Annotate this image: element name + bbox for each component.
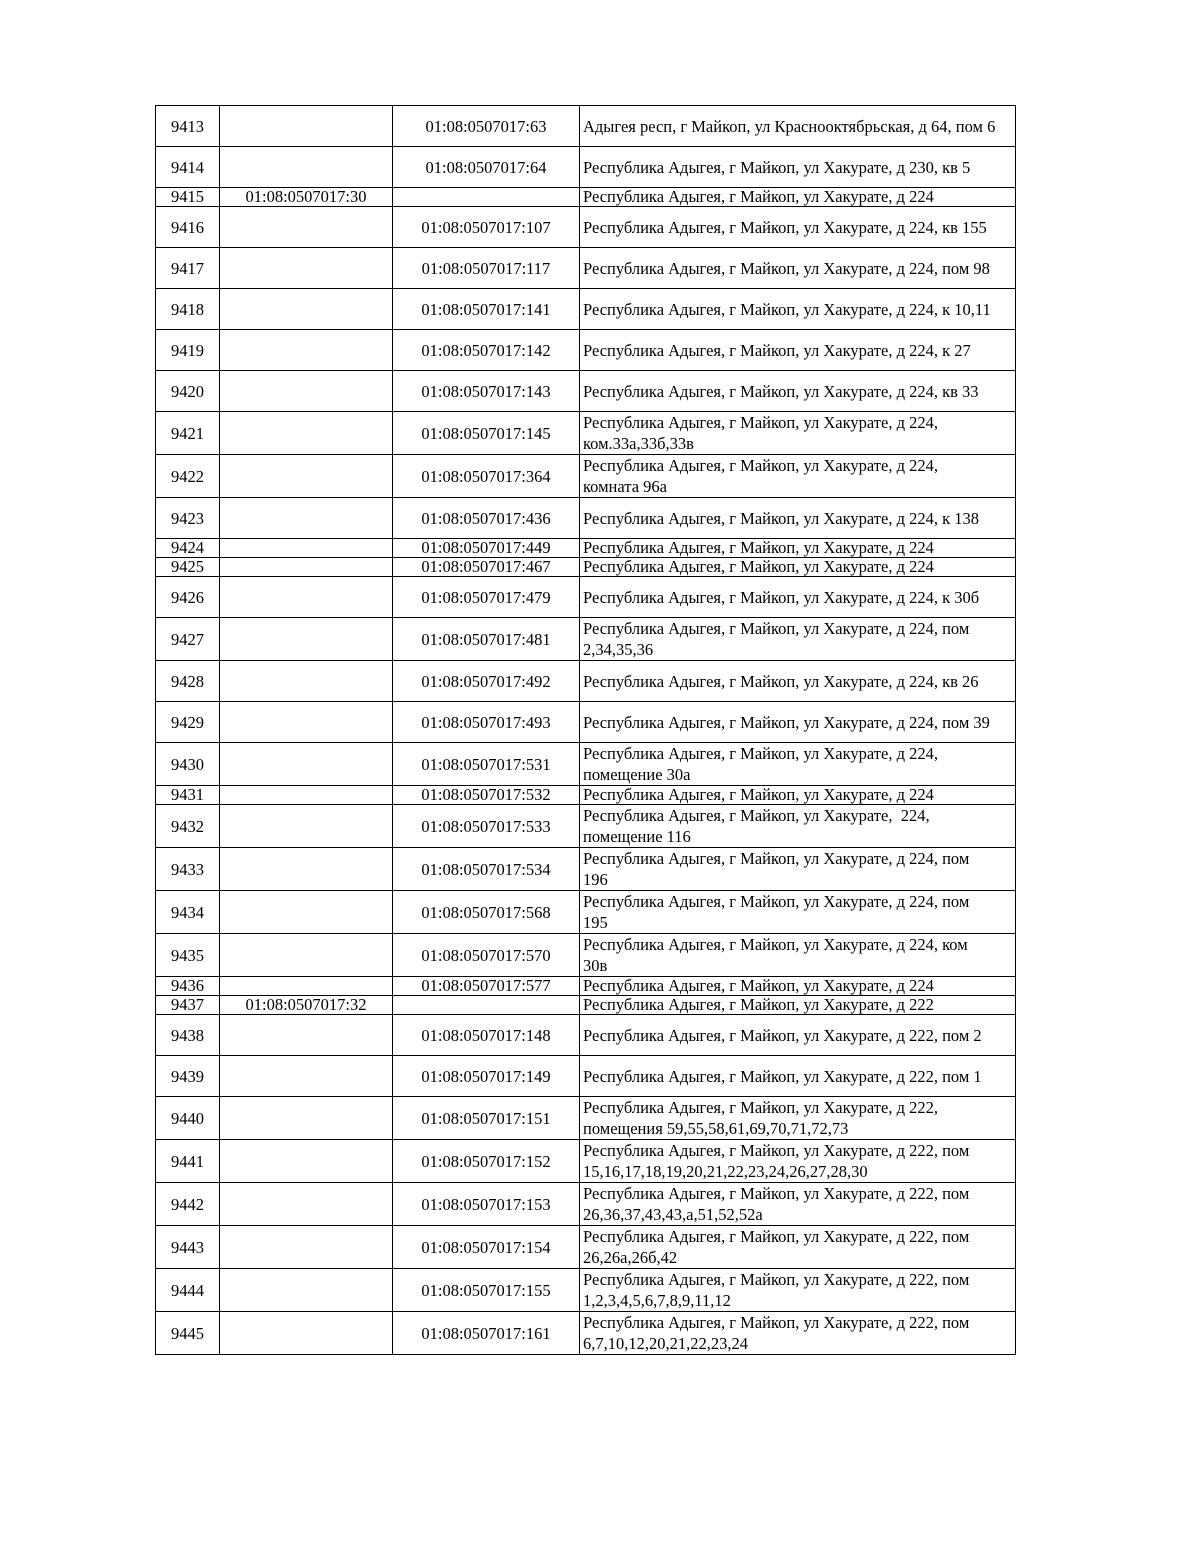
- address-cell: Республика Адыгея, г Майкоп, ул Хакурате, д 224, к 27: [580, 330, 1016, 371]
- address-cell: Республика Адыгея, г Майкоп, ул Хакурате, д 222, пом 15,16,17,18,19,20,21,22,23,24,26,27,28,30: [580, 1140, 1016, 1183]
- address-cell: Республика Адыгея, г Майкоп, ул Хакурате, д 222, помещения 59,55,58,61,69,70,71,72,73: [580, 1097, 1016, 1140]
- address-cell: Республика Адыгея, г Майкоп, ул Хакурате, д 224, пом 39: [580, 702, 1016, 743]
- table-row: [156, 371, 1016, 412]
- parcel-cadastral-cell: [220, 1226, 393, 1269]
- parcel-cadastral-cell: [220, 248, 393, 289]
- object-cadastral-cell: 01:08:0507017:492: [393, 661, 580, 702]
- address-cell: Республика Адыгея, г Майкоп, ул Хакурате, д 230, кв 5: [580, 147, 1016, 188]
- address-cell: Республика Адыгея, г Майкоп, ул Хакурате, д 224, помещение 30а: [580, 743, 1016, 786]
- object-cadastral-cell: 01:08:0507017:493: [393, 702, 580, 743]
- table-row: [156, 848, 1016, 891]
- parcel-cadastral-cell: [220, 661, 393, 702]
- table-row: [156, 618, 1016, 661]
- object-cadastral-cell: 01:08:0507017:107: [393, 207, 580, 248]
- table-row: [156, 661, 1016, 702]
- parcel-cadastral-cell: [220, 977, 393, 996]
- address-cell: Республика Адыгея, г Майкоп, ул Хакурате, д 224, пом 196: [580, 848, 1016, 891]
- address-cell: Республика Адыгея, г Майкоп, ул Хакурате, д 224, пом 98: [580, 248, 1016, 289]
- table-body: [156, 106, 1016, 1355]
- table-row: [156, 412, 1016, 455]
- object-cadastral-cell: 01:08:0507017:145: [393, 412, 580, 455]
- row-number-cell: 9439: [156, 1056, 220, 1097]
- parcel-cadastral-cell: [220, 147, 393, 188]
- object-cadastral-cell: 01:08:0507017:142: [393, 330, 580, 371]
- address-cell: Республика Адыгея, г Майкоп, ул Хакурате, д 224, к 138: [580, 498, 1016, 539]
- address-cell: Республика Адыгея, г Майкоп, ул Хакурате, д 224, к 10,11: [580, 289, 1016, 330]
- row-number-cell: 9445: [156, 1312, 220, 1355]
- row-number-cell: 9433: [156, 848, 220, 891]
- row-number-cell: 9434: [156, 891, 220, 934]
- row-number-cell: 9438: [156, 1015, 220, 1056]
- object-cadastral-cell: 01:08:0507017:148: [393, 1015, 580, 1056]
- parcel-cadastral-cell: [220, 934, 393, 977]
- table-row: [156, 1312, 1016, 1355]
- parcel-cadastral-cell: [220, 455, 393, 498]
- table-row: [156, 805, 1016, 848]
- parcel-cadastral-cell: [220, 1015, 393, 1056]
- object-cadastral-cell: 01:08:0507017:149: [393, 1056, 580, 1097]
- address-cell: Республика Адыгея, г Майкоп, ул Хакурате, д 224, ком 30в: [580, 934, 1016, 977]
- row-number-cell: 9429: [156, 702, 220, 743]
- parcel-cadastral-cell: [220, 891, 393, 934]
- table-row: [156, 977, 1016, 996]
- address-cell: Республика Адыгея, г Майкоп, ул Хакурате, 224, помещение 116: [580, 805, 1016, 848]
- address-cell: Республика Адыгея, г Майкоп, ул Хакурате, д 224, пом 195: [580, 891, 1016, 934]
- table-row: [156, 188, 1016, 207]
- parcel-cadastral-cell: [220, 1056, 393, 1097]
- table-row: [156, 539, 1016, 558]
- object-cadastral-cell: 01:08:0507017:161: [393, 1312, 580, 1355]
- table-row: [156, 147, 1016, 188]
- object-cadastral-cell: 01:08:0507017:152: [393, 1140, 580, 1183]
- object-cadastral-cell: [393, 996, 580, 1015]
- object-cadastral-cell: 01:08:0507017:141: [393, 289, 580, 330]
- address-cell: Республика Адыгея, г Майкоп, ул Хакурате, д 224, кв 155: [580, 207, 1016, 248]
- parcel-cadastral-cell: [220, 1183, 393, 1226]
- parcel-cadastral-cell: [220, 786, 393, 805]
- parcel-cadastral-cell: [220, 848, 393, 891]
- row-number-cell: 9417: [156, 248, 220, 289]
- table-row: [156, 743, 1016, 786]
- row-number-cell: 9432: [156, 805, 220, 848]
- address-cell: Республика Адыгея, г Майкоп, ул Хакурате, д 224, кв 33: [580, 371, 1016, 412]
- address-cell: Республика Адыгея, г Майкоп, ул Хакурате, д 224: [580, 539, 1016, 558]
- address-cell: Республика Адыгея, г Майкоп, ул Хакурате, д 222: [580, 996, 1016, 1015]
- table-row: [156, 1226, 1016, 1269]
- row-number-cell: 9444: [156, 1269, 220, 1312]
- parcel-cadastral-cell: [220, 106, 393, 147]
- object-cadastral-cell: 01:08:0507017:531: [393, 743, 580, 786]
- object-cadastral-cell: 01:08:0507017:568: [393, 891, 580, 934]
- row-number-cell: 9424: [156, 539, 220, 558]
- row-number-cell: 9443: [156, 1226, 220, 1269]
- row-number-cell: 9423: [156, 498, 220, 539]
- address-cell: Республика Адыгея, г Майкоп, ул Хакурате, д 224: [580, 558, 1016, 577]
- row-number-cell: 9440: [156, 1097, 220, 1140]
- parcel-cadastral-cell: [220, 371, 393, 412]
- row-number-cell: 9420: [156, 371, 220, 412]
- object-cadastral-cell: 01:08:0507017:570: [393, 934, 580, 977]
- row-number-cell: 9421: [156, 412, 220, 455]
- parcel-cadastral-cell: [220, 289, 393, 330]
- object-cadastral-cell: 01:08:0507017:532: [393, 786, 580, 805]
- row-number-cell: 9431: [156, 786, 220, 805]
- object-cadastral-cell: 01:08:0507017:534: [393, 848, 580, 891]
- address-cell: Республика Адыгея, г Майкоп, ул Хакурате, д 222, пом 6,7,10,12,20,21,22,23,24: [580, 1312, 1016, 1355]
- parcel-cadastral-cell: [220, 743, 393, 786]
- table-row: [156, 330, 1016, 371]
- address-cell: Республика Адыгея, г Майкоп, ул Хакурате, д 222, пом 1,2,3,4,5,6,7,8,9,11,12: [580, 1269, 1016, 1312]
- address-cell: Республика Адыгея, г Майкоп, ул Хакурате, д 224, к 30б: [580, 577, 1016, 618]
- object-cadastral-cell: 01:08:0507017:577: [393, 977, 580, 996]
- row-number-cell: 9425: [156, 558, 220, 577]
- row-number-cell: 9419: [156, 330, 220, 371]
- row-number-cell: 9413: [156, 106, 220, 147]
- address-cell: Республика Адыгея, г Майкоп, ул Хакурате, д 224, кв 26: [580, 661, 1016, 702]
- table-row: [156, 786, 1016, 805]
- row-number-cell: 9427: [156, 618, 220, 661]
- table-row: [156, 1269, 1016, 1312]
- parcel-cadastral-cell: [220, 558, 393, 577]
- property-register-table: [155, 105, 1016, 1355]
- object-cadastral-cell: 01:08:0507017:143: [393, 371, 580, 412]
- address-cell: Республика Адыгея, г Майкоп, ул Хакурате, д 224: [580, 977, 1016, 996]
- table-row: [156, 1015, 1016, 1056]
- address-cell: Республика Адыгея, г Майкоп, ул Хакурате, д 224, ком.33а,33б,33в: [580, 412, 1016, 455]
- table-row: [156, 207, 1016, 248]
- table-row: [156, 106, 1016, 147]
- row-number-cell: 9428: [156, 661, 220, 702]
- object-cadastral-cell: 01:08:0507017:155: [393, 1269, 580, 1312]
- object-cadastral-cell: 01:08:0507017:479: [393, 577, 580, 618]
- object-cadastral-cell: 01:08:0507017:63: [393, 106, 580, 147]
- parcel-cadastral-cell: 01:08:0507017:30: [220, 188, 393, 207]
- parcel-cadastral-cell: [220, 1269, 393, 1312]
- address-cell: Республика Адыгея, г Майкоп, ул Хакурате, д 222, пом 26,36,37,43,43,а,51,52,52а: [580, 1183, 1016, 1226]
- row-number-cell: 9442: [156, 1183, 220, 1226]
- row-number-cell: 9436: [156, 977, 220, 996]
- object-cadastral-cell: 01:08:0507017:364: [393, 455, 580, 498]
- row-number-cell: 9415: [156, 188, 220, 207]
- table-row: [156, 1140, 1016, 1183]
- address-cell: Адыгея респ, г Майкоп, ул Краснооктябрьская, д 64, пом 6: [580, 106, 1016, 147]
- row-number-cell: 9422: [156, 455, 220, 498]
- row-number-cell: 9418: [156, 289, 220, 330]
- parcel-cadastral-cell: [220, 1312, 393, 1355]
- row-number-cell: 9441: [156, 1140, 220, 1183]
- object-cadastral-cell: 01:08:0507017:533: [393, 805, 580, 848]
- table-row: [156, 996, 1016, 1015]
- table-row: [156, 1056, 1016, 1097]
- parcel-cadastral-cell: [220, 539, 393, 558]
- address-cell: Республика Адыгея, г Майкоп, ул Хакурате, д 224, комната 96а: [580, 455, 1016, 498]
- parcel-cadastral-cell: [220, 330, 393, 371]
- row-number-cell: 9435: [156, 934, 220, 977]
- object-cadastral-cell: 01:08:0507017:153: [393, 1183, 580, 1226]
- address-cell: Республика Адыгея, г Майкоп, ул Хакурате, д 222, пом 26,26а,26б,42: [580, 1226, 1016, 1269]
- table-row: [156, 248, 1016, 289]
- table-row: [156, 1097, 1016, 1140]
- table-row: [156, 1183, 1016, 1226]
- parcel-cadastral-cell: [220, 1140, 393, 1183]
- object-cadastral-cell: 01:08:0507017:449: [393, 539, 580, 558]
- object-cadastral-cell: 01:08:0507017:467: [393, 558, 580, 577]
- address-cell: Республика Адыгея, г Майкоп, ул Хакурате, д 222, пом 1: [580, 1056, 1016, 1097]
- object-cadastral-cell: 01:08:0507017:64: [393, 147, 580, 188]
- object-cadastral-cell: 01:08:0507017:481: [393, 618, 580, 661]
- address-cell: Республика Адыгея, г Майкоп, ул Хакурате, д 224: [580, 188, 1016, 207]
- parcel-cadastral-cell: [220, 577, 393, 618]
- parcel-cadastral-cell: 01:08:0507017:32: [220, 996, 393, 1015]
- table-row: [156, 891, 1016, 934]
- row-number-cell: 9430: [156, 743, 220, 786]
- row-number-cell: 9414: [156, 147, 220, 188]
- parcel-cadastral-cell: [220, 1097, 393, 1140]
- table-row: [156, 455, 1016, 498]
- address-cell: Республика Адыгея, г Майкоп, ул Хакурате, д 224, пом 2,34,35,36: [580, 618, 1016, 661]
- object-cadastral-cell: 01:08:0507017:151: [393, 1097, 580, 1140]
- parcel-cadastral-cell: [220, 207, 393, 248]
- object-cadastral-cell: 01:08:0507017:154: [393, 1226, 580, 1269]
- address-cell: Республика Адыгея, г Майкоп, ул Хакурате, д 222, пом 2: [580, 1015, 1016, 1056]
- table-row: [156, 577, 1016, 618]
- table-row: [156, 498, 1016, 539]
- parcel-cadastral-cell: [220, 805, 393, 848]
- object-cadastral-cell: [393, 188, 580, 207]
- table-row: [156, 558, 1016, 577]
- table-row: [156, 289, 1016, 330]
- object-cadastral-cell: 01:08:0507017:436: [393, 498, 580, 539]
- object-cadastral-cell: 01:08:0507017:117: [393, 248, 580, 289]
- address-cell: Республика Адыгея, г Майкоп, ул Хакурате, д 224: [580, 786, 1016, 805]
- table-row: [156, 702, 1016, 743]
- row-number-cell: 9416: [156, 207, 220, 248]
- parcel-cadastral-cell: [220, 498, 393, 539]
- table-row: [156, 934, 1016, 977]
- row-number-cell: 9426: [156, 577, 220, 618]
- parcel-cadastral-cell: [220, 618, 393, 661]
- row-number-cell: 9437: [156, 996, 220, 1015]
- parcel-cadastral-cell: [220, 412, 393, 455]
- parcel-cadastral-cell: [220, 702, 393, 743]
